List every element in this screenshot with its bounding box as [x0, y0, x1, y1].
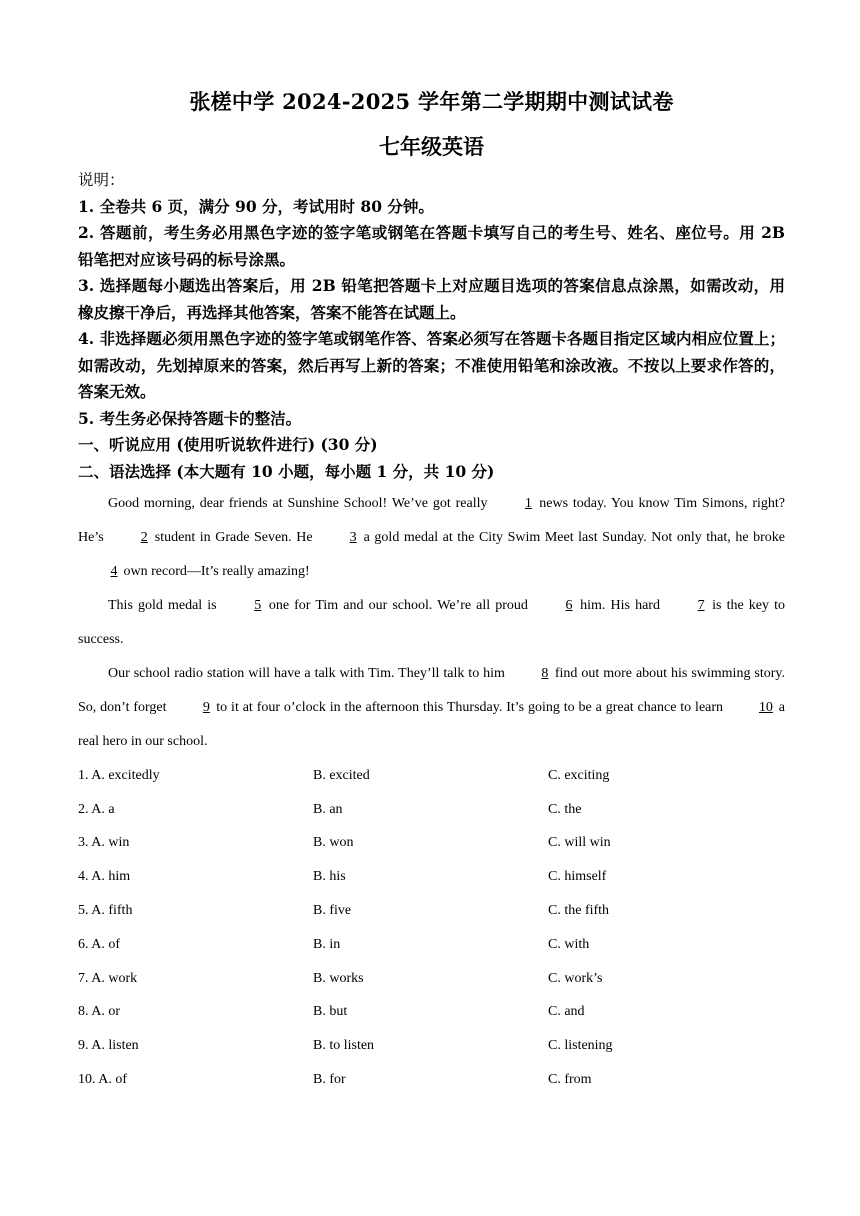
passage-text: This gold medal is [108, 598, 222, 613]
option-b: B. his [313, 869, 346, 885]
option-b: B. to listen [313, 1038, 375, 1054]
blank-3: 3 [349, 530, 357, 545]
option-a: 3. A. win [78, 835, 130, 851]
passage-text: to it at four o’clock in the afternoon this Thursday. It’s going to be a great chance to learn [212, 700, 727, 715]
passage-text: find out more about his swimming story. So, don’t forget [78, 666, 785, 715]
option-c: C. from [548, 1072, 592, 1088]
passage-text: Our school radio station will have a talk with Tim. They’ll talk to him [108, 666, 509, 681]
passage-text: one for Tim and our school. We’re all proud [263, 598, 534, 613]
passage-text: Good morning, dear friends at Sunshine School! We’ve got really [108, 496, 493, 511]
instruction-item: 2. 答题前，考生务必用黑色字迹的签字笔或钢笔在答题卡填写自己的考生号、姓名、座位号。用 2B 铅笔把对应该号码的标号涂黑。 [78, 223, 785, 269]
option-b: B. five [313, 903, 352, 919]
cloze-passage [78, 487, 785, 759]
exam-title: 张槎中学 2024-2025 学年第二学期期中测试试卷 [189, 89, 674, 114]
option-row [78, 928, 785, 962]
option-c: C. the fifth [548, 903, 610, 919]
options-list [78, 759, 785, 1097]
passage-text: a gold medal at the City Swim Meet last Sunday. Not only that, he broke [359, 530, 785, 545]
blank-8: 8 [541, 666, 549, 681]
option-row [78, 793, 785, 827]
option-b: B. works [313, 970, 364, 986]
passage-text: student in Grade Seven. He [150, 530, 318, 545]
option-row [78, 1029, 785, 1063]
option-row [78, 860, 785, 894]
blank-9: 9 [202, 700, 210, 715]
option-c: C. will win [548, 835, 611, 851]
passage-text: news today. You know Tim Simons, right? He’s [78, 496, 785, 545]
option-c: C. himself [548, 869, 607, 885]
blank-10: 10 [758, 700, 773, 715]
option-row [78, 759, 785, 793]
option-row [78, 962, 785, 996]
option-c: C. work’s [548, 970, 603, 986]
blank-4: 4 [110, 564, 118, 579]
option-b: B. excited [313, 767, 370, 783]
passage-text: is the key to success. [78, 598, 786, 647]
option-b: B. for [313, 1072, 346, 1088]
option-a: 7. A. work [78, 970, 138, 986]
option-b: B. won [313, 835, 354, 851]
blank-2: 2 [140, 530, 148, 545]
passage-text: own record—It’s really amazing! [120, 564, 310, 579]
option-b: B. an [313, 801, 343, 817]
option-b: B. but [313, 1004, 348, 1020]
section-heading-listening: 一、听说应用 (使用听说软件进行) (30 分) [78, 435, 378, 454]
option-a: 6. A. of [78, 936, 120, 952]
option-b: B. in [313, 936, 341, 952]
option-c: C. listening [548, 1038, 613, 1054]
option-a: 10. A. of [78, 1072, 127, 1088]
option-a: 5. A. fifth [78, 903, 133, 919]
instruction-item: 1. 全卷共 6 页，满分 90 分，考试用时 80 分钟。 [78, 196, 434, 216]
blank-7: 7 [697, 598, 705, 613]
option-row [78, 894, 785, 928]
option-a: 8. A. or [78, 1004, 120, 1020]
exam-subtitle: 七年级英语 [379, 134, 484, 159]
option-row [78, 1063, 785, 1097]
option-a: 4. A. him [78, 869, 131, 885]
instruction-item: 3. 选择题每小题选出答案后，用 2B 铅笔把答题卡上对应题目选项的答案信息点涂黑，如需改动，用橡皮擦干净后，再选择其他答案，答案不能答在试题上。 [78, 276, 785, 322]
instruction-item: 5. 考生务必保持答题卡的整洁。 [78, 408, 302, 428]
passage-text: a real hero in our school. [78, 700, 786, 749]
instruction-item: 4. 非选择题必须用黑色字迹的签字笔或钢笔作答、答案必须写在答题卡各题目指定区域内相应位置上；如需改动，先划掉原来的答案，然后再写上新的答案；不准使用铅笔和涂改液。不按以上要求作答的，答案无效。 [78, 329, 785, 401]
passage-paragraph [78, 487, 785, 589]
option-c: C. and [548, 1004, 585, 1020]
instructions-heading: 说明： [78, 171, 125, 189]
passage-paragraph [78, 589, 785, 657]
passage-paragraph [78, 657, 785, 759]
blank-1: 1 [524, 496, 532, 511]
option-a: 9. A. listen [78, 1038, 139, 1054]
option-c: C. with [548, 936, 590, 952]
instructions-block [78, 167, 785, 432]
option-a: 1. A. excitedly [78, 767, 160, 783]
blank-5: 5 [254, 598, 262, 613]
passage-text: him. His hard [575, 598, 666, 613]
option-a: 2. A. a [78, 801, 115, 817]
blank-6: 6 [565, 598, 573, 613]
option-row [78, 996, 785, 1030]
section-heading-grammar: 二、语法选择 (本大题有 10 小题，每小题 1 分，共 10 分) [78, 461, 495, 481]
option-row [78, 827, 785, 861]
option-c: C. exciting [548, 767, 610, 783]
option-c: C. the [548, 801, 582, 817]
exam-page [78, 88, 785, 1097]
